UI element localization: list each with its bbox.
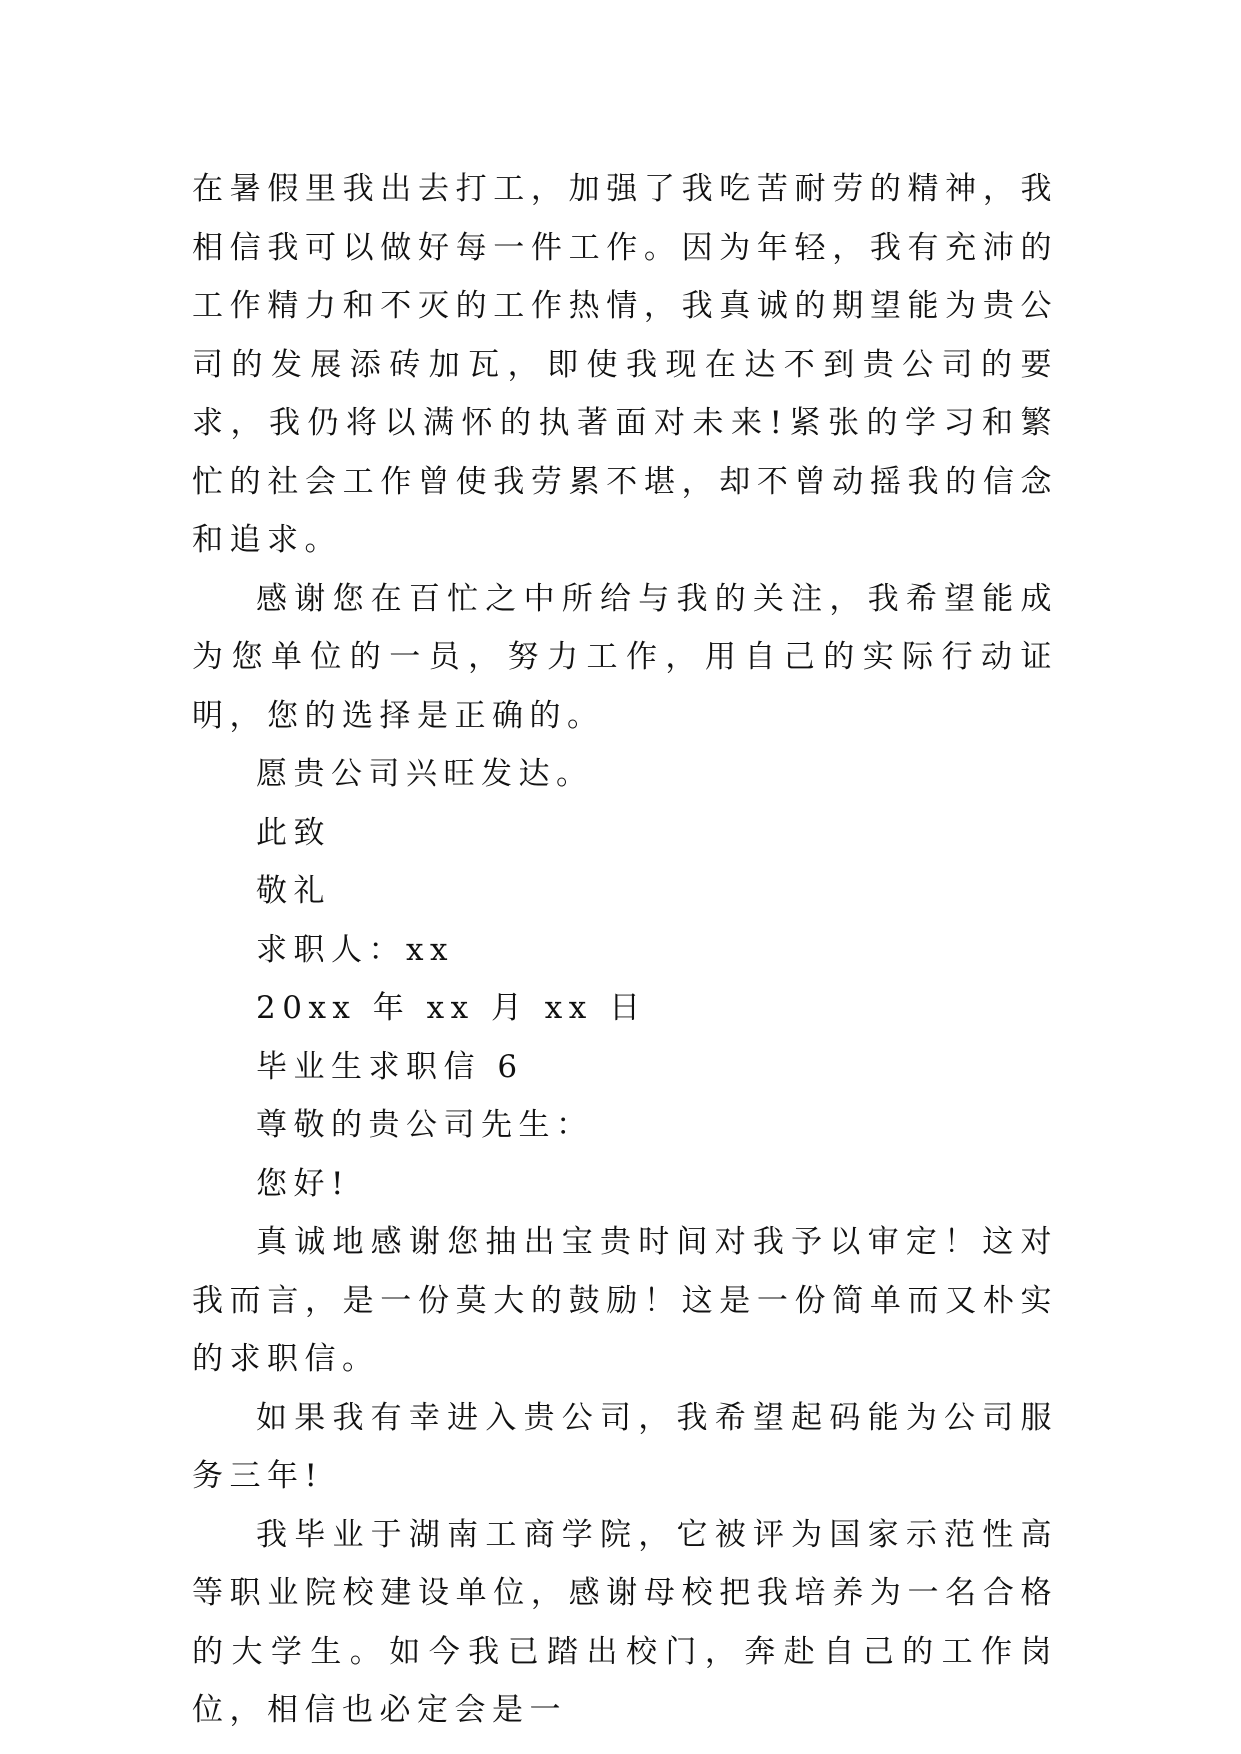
applicant-signature: 求职人：xx: [256, 931, 454, 968]
paragraph-gratitude: 真诚地感谢您抽出宝贵时间对我予以审定！这对我而言，是一份莫大的鼓励！这是一份简单而又朴实的求职信。: [192, 1224, 1058, 1377]
letter-date: 20xx 年 xx 月 xx 日: [256, 990, 647, 1026]
closing-salutation: 此致: [256, 814, 331, 851]
letter-hello: 您好!: [256, 1165, 350, 1202]
section-title: 毕业生求职信 6: [256, 1048, 524, 1085]
paragraph-education: 我毕业于湖南工商学院，它被评为国家示范性高等职业院校建设单位，感谢母校把我培养为一名合格的大学生。如今我已踏出校门，奔赴自己的工作岗位，相信也必定会是一: [192, 1516, 1058, 1728]
closing-regards: 敬礼: [256, 873, 331, 909]
paragraph-commitment: 如果我有幸进入贵公司，我希望起码能为公司服务三年!: [192, 1399, 1058, 1494]
paragraph-work-experience: 在暑假里我出去打工，加强了我吃苦耐劳的精神，我相信我可以做好每一件工作。因为年轻，我有充沛的工作精力和不灭的工作热情，我真诚的期望能为贵公司的发展添砖加瓦，即使我现在达不到贵公司的要求，我仍将以满怀的执著面对未来!紧张的学习和繁忙的社会工作曾使我劳累不堪，却不曾动摇我的信念和追求。: [192, 171, 1058, 558]
closing-wish: 愿贵公司兴旺发达。: [256, 756, 594, 792]
document-body: [192, 160, 1058, 1740]
letter-greeting: 尊敬的贵公司先生：: [256, 1107, 594, 1143]
paragraph-thanks: 感谢您在百忙之中所给与我的关注，我希望能成为您单位的一员，努力工作，用自己的实际行动证明，您的选择是正确的。: [192, 580, 1058, 734]
